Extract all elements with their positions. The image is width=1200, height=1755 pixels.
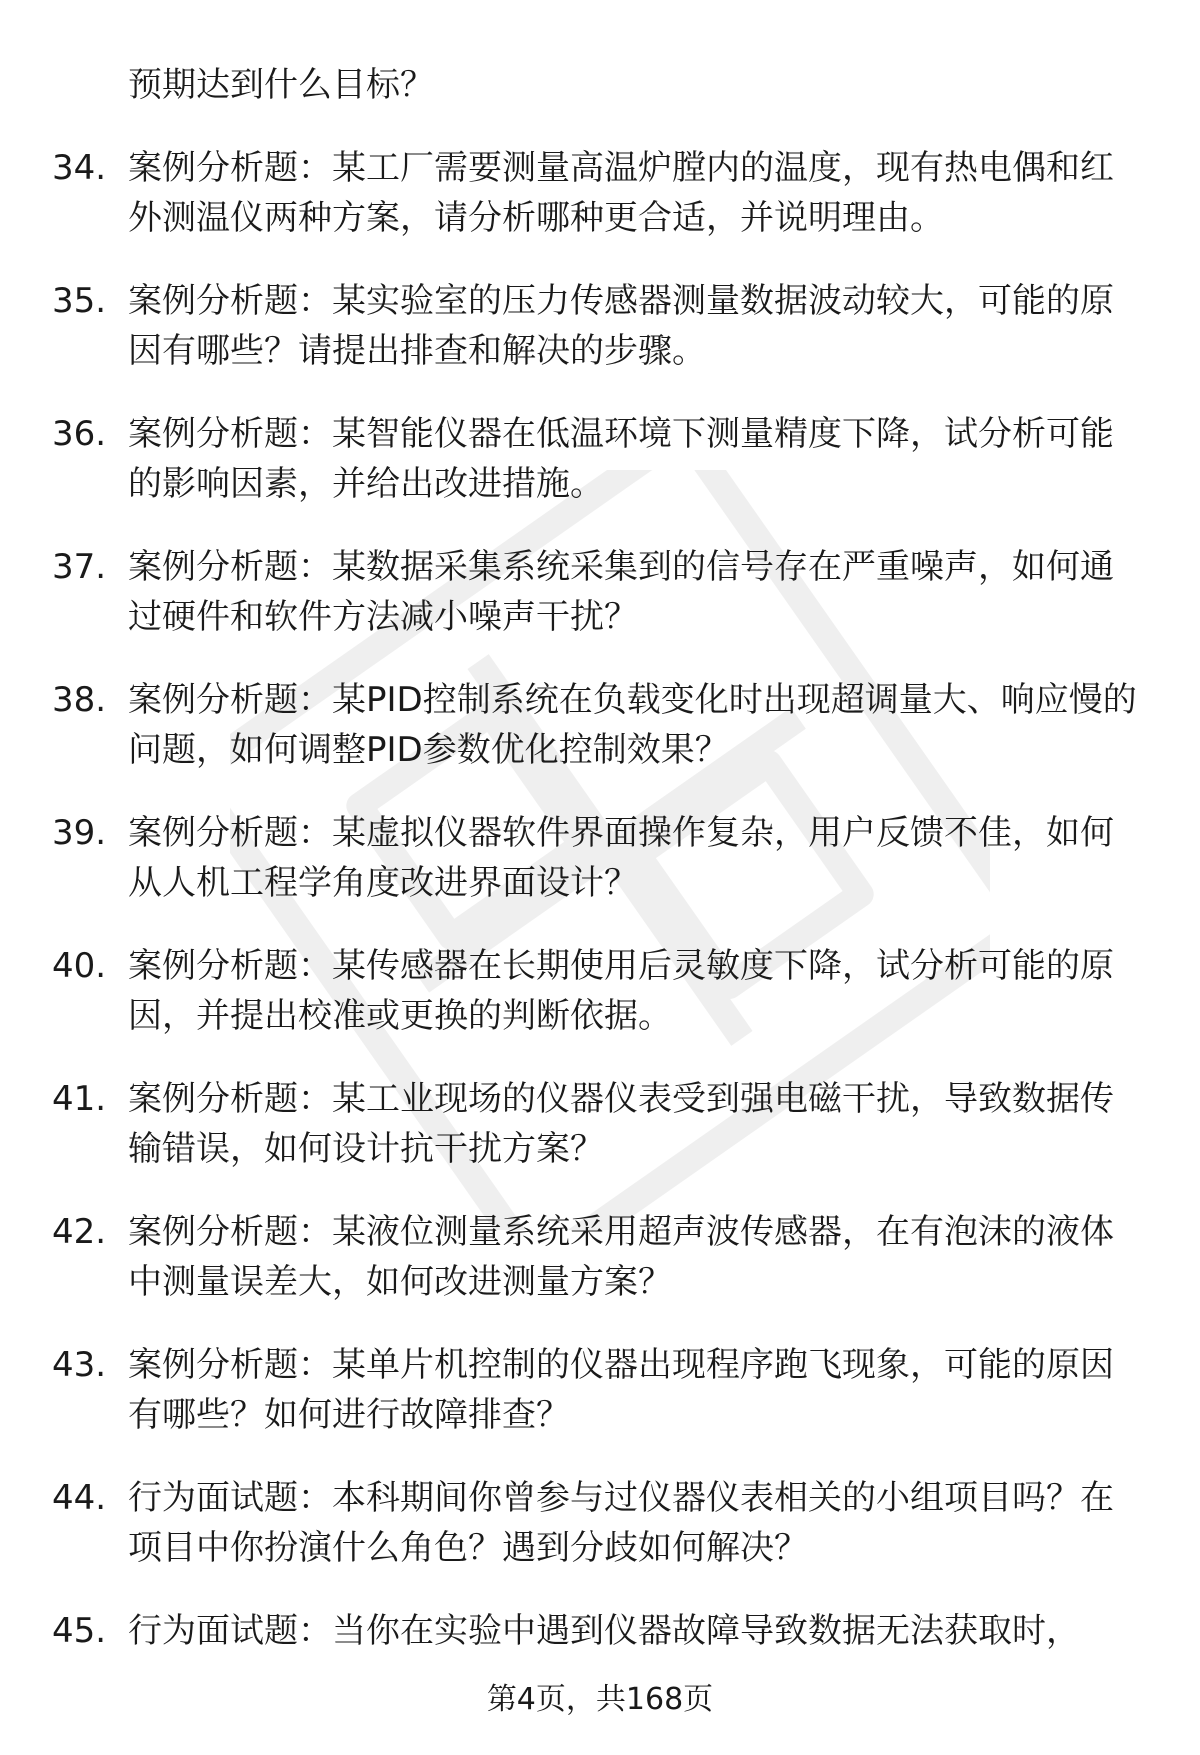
question-item	[0, 1207, 1200, 1307]
question-text: 行为面试题：当你在实验中遇到仪器故障导致数据无法获取时，	[128, 1611, 1080, 1651]
question-text: 案例分析题：某液位测量系统采用超声波传感器，在有泡沫的液体中测量误差大，如何改进测量方案？	[128, 1212, 1114, 1302]
question-text: 案例分析题：某PID控制系统在负载变化时出现超调量大、响应慢的问题，如何调整PID参数优化控制效果？	[128, 680, 1137, 770]
question-text: 案例分析题：某传感器在长期使用后灵敏度下降，试分析可能的原因，并提出校准或更换的判断依据。	[128, 946, 1114, 1036]
question-text: 案例分析题：某工业现场的仪器仪表受到强电磁干扰，导致数据传输错误，如何设计抗干扰方案？	[128, 1079, 1114, 1169]
question-number: 39.	[52, 813, 107, 853]
question-item	[0, 1473, 1200, 1573]
question-number: 45.	[52, 1611, 107, 1651]
question-number: 36.	[52, 414, 107, 454]
question-number: 44.	[52, 1478, 107, 1518]
page-footer	[0, 1680, 1200, 1720]
question-item	[0, 542, 1200, 642]
question-text: 案例分析题：某实验室的压力传感器测量数据波动较大，可能的原因有哪些？请提出排查和解决的步骤。	[128, 281, 1114, 371]
question-item	[0, 409, 1200, 509]
question-number: 41.	[52, 1079, 107, 1119]
question-number: 40.	[52, 946, 107, 986]
question-text: 案例分析题：某数据采集系统采集到的信号存在严重噪声，如何通过硬件和软件方法减小噪声干扰？	[128, 547, 1114, 637]
question-number: 43.	[52, 1345, 107, 1385]
question-item	[0, 143, 1200, 243]
continuation-text: 预期达到什么目标？	[128, 65, 434, 105]
question-item	[0, 1340, 1200, 1440]
question-item	[0, 276, 1200, 376]
question-number: 38.	[52, 680, 107, 720]
question-number: 35.	[52, 281, 107, 321]
question-text: 案例分析题：某虚拟仪器软件界面操作复杂，用户反馈不佳，如何从人机工程学角度改进界面设计？	[128, 813, 1114, 903]
question-number: 34.	[52, 148, 107, 188]
question-text: 行为面试题：本科期间你曾参与过仪器仪表相关的小组项目吗？在项目中你扮演什么角色？遇到分歧如何解决？	[128, 1478, 1114, 1568]
question-list	[0, 143, 1200, 1706]
question-text: 案例分析题：某单片机控制的仪器出现程序跑飞现象，可能的原因有哪些？如何进行故障排查？	[128, 1345, 1114, 1435]
question-item	[0, 808, 1200, 908]
question-item	[0, 675, 1200, 775]
question-item	[0, 1074, 1200, 1174]
page-indicator: 第4页，共168页	[486, 1682, 714, 1717]
question-item	[0, 941, 1200, 1041]
question-text: 案例分析题：某智能仪器在低温环境下测量精度下降，试分析可能的影响因素，并给出改进措施。	[128, 414, 1114, 504]
question-number: 37.	[52, 547, 107, 587]
content-area	[0, 60, 1200, 1706]
question-number: 42.	[52, 1212, 107, 1252]
question-text: 案例分析题：某工厂需要测量高温炉膛内的温度，现有热电偶和红外测温仪两种方案，请分析哪种更合适，并说明理由。	[128, 148, 1114, 238]
